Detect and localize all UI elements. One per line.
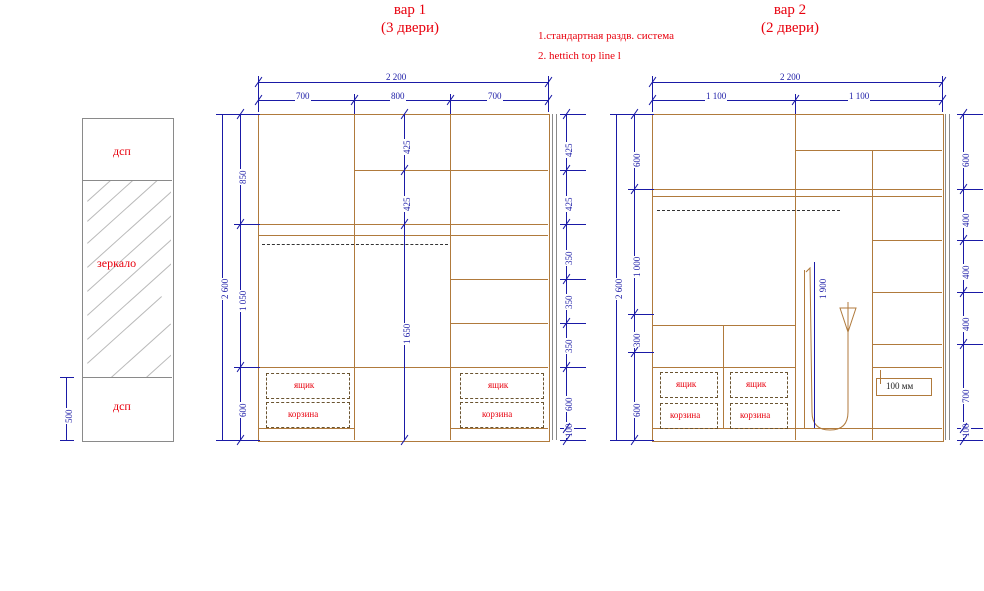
door-panel-bottom-label: дсп [113, 399, 131, 413]
v2-shelf-right-2 [795, 189, 942, 190]
v1-dim-left-850: 850 [238, 170, 248, 184]
v2-basket-1-label: корзина [670, 410, 701, 420]
door-panel-dim-tick-top [60, 377, 74, 378]
v2-drawer-1-label: ящик [676, 379, 697, 389]
v2-door-track-1 [945, 114, 946, 440]
v1-shelf-mid-4 [354, 367, 450, 368]
v1-basket-right-1-label: корзина [482, 409, 513, 419]
v1-shelf-right-7 [450, 428, 548, 429]
variant1-title-line1: вар 1 [393, 2, 427, 18]
v1-shelf-right-2 [450, 224, 548, 225]
v1-dim-height-t2 [216, 440, 242, 441]
v2-dim-right-400a: 400 [961, 213, 971, 227]
door-panel-top-label: дсп [113, 144, 131, 158]
v1-dim-right-425a: 425 [564, 143, 574, 157]
v1-shelf-right-1 [450, 170, 548, 171]
v2-dim-right-400c: 400 [961, 317, 971, 331]
v2-dim-height-t1 [610, 114, 636, 115]
v1-vertical-right [450, 114, 451, 440]
variant2-title-line1: вар 2 [773, 2, 807, 18]
v1-dim-left-600: 600 [238, 403, 248, 417]
v1-dim-width-1: 700 [296, 91, 310, 101]
v2-vertical-center [795, 114, 796, 440]
v2-shelf-right-3 [795, 196, 942, 197]
v1-dim-overall-width-line [258, 82, 548, 83]
v2-dim-overall-width-line [652, 82, 942, 83]
v1-shelf-right-4 [450, 279, 548, 280]
door-panel-dim-500: 500 [64, 409, 74, 423]
v2-dim-row2-line [652, 100, 942, 101]
v2-shelf-note-label: 100 мм [886, 381, 914, 391]
v2-arrow-down [880, 370, 881, 384]
v2-dim-overall-width: 2 200 [780, 72, 801, 82]
v2-basket-2-label: корзина [740, 410, 771, 420]
v2-dim-left-300: 300 [632, 333, 642, 347]
v1-dim-center-chain [404, 114, 405, 440]
v2-shelf-col3-4 [872, 367, 942, 368]
v2-dim-right-700: 700 [961, 389, 971, 403]
door-panel-dim-tick-bot [60, 440, 74, 441]
v1-shelf-right-5 [450, 323, 548, 324]
v2-dim-width-1: 1 100 [706, 91, 727, 101]
v2-shelf-col3-5 [872, 428, 942, 429]
v2-shelf-col3-2 [872, 292, 942, 293]
v1-dim-right-350b: 350 [564, 295, 574, 309]
v2-shelf-left-2 [652, 196, 795, 197]
v1-dim-height-t1 [216, 114, 242, 115]
v1-dim-right-350c: 350 [564, 339, 574, 353]
v2-garment-shape [800, 262, 870, 432]
v1-dim-center-1650: 1 650 [402, 323, 412, 344]
v1-dim-left-chain [240, 114, 241, 440]
v2-dim-width-2: 1 100 [849, 91, 870, 101]
v2-divider-drawers [723, 325, 724, 428]
v1-drawer-right-1-label: ящик [488, 380, 509, 390]
v2-arrow-up [872, 374, 873, 388]
v1-hanging-rod [262, 244, 448, 245]
v1-dim-overall-height: 2 600 [220, 278, 230, 299]
v1-dim-left-1050: 1 050 [238, 290, 248, 311]
v1-dim-center-425a: 425 [402, 140, 412, 154]
v2-shelf-right-1 [795, 150, 942, 151]
v2-dim-height-t2 [610, 440, 636, 441]
v2-dim-right-400b: 400 [961, 265, 971, 279]
door-panel-divider-bottom [82, 377, 172, 378]
v2-shelf-left-1 [652, 189, 795, 190]
v1-shelf-mid-3 [354, 235, 450, 236]
v2-shelf-col3-1 [872, 240, 942, 241]
v1-shelf-left-3 [258, 367, 354, 368]
v1-dim-overall-width: 2 200 [386, 72, 407, 82]
v1-shelf-left-2 [258, 235, 354, 236]
v1-dim-right-600: 600 [564, 397, 574, 411]
v1-drawer-left-1-label: ящик [294, 380, 315, 390]
v2-shelf-col3-3 [872, 344, 942, 345]
v2-dim-rod-line [814, 262, 815, 428]
v1-dim-width-2: 800 [391, 91, 405, 101]
v1-shelf-right-6 [450, 367, 548, 368]
v2-door-track-2 [949, 114, 950, 440]
v1-vertical-left [354, 114, 355, 440]
v1-dim-right-100: 100 [564, 423, 574, 437]
v1-dim-width-3: 700 [488, 91, 502, 101]
v2-dim-left-1000: 1 000 [632, 256, 642, 277]
v1-shelf-left-1 [258, 224, 354, 225]
v1-shelf-left-bottom [258, 428, 354, 429]
v1-shelf-right-3 [450, 235, 548, 236]
v2-dim-right-600: 600 [961, 153, 971, 167]
v1-door-track-1 [552, 114, 553, 440]
note-line-2: 2. hettich top line l [538, 50, 621, 62]
v1-dim-right-350a: 350 [564, 251, 574, 265]
note-line-1: 1.стандартная раздв. система [538, 30, 674, 42]
v2-dim-overall-height: 2 600 [614, 278, 624, 299]
v1-dim-center-425b: 425 [402, 197, 412, 211]
door-panel-mirror-label: зеркало [97, 256, 137, 270]
v2-dim-right-100: 100 [961, 423, 971, 437]
v2-drawer-2-label: ящик [746, 379, 767, 389]
mirror-hatch [83, 181, 171, 377]
v2-dim-rod-1900: 1 900 [818, 278, 828, 299]
v1-door-track-2 [556, 114, 557, 440]
v1-basket-left-1-label: корзина [288, 409, 319, 419]
variant2-title-line2: (2 двери) [760, 20, 820, 36]
variant1-title-line2: (3 двери) [380, 20, 440, 36]
v2-vertical-right [872, 150, 873, 440]
v2-dim-left-600a: 600 [632, 153, 642, 167]
v1-dim-right-425b: 425 [564, 197, 574, 211]
v2-hanging-rod [657, 210, 840, 211]
v2-dim-left-600b: 600 [632, 403, 642, 417]
